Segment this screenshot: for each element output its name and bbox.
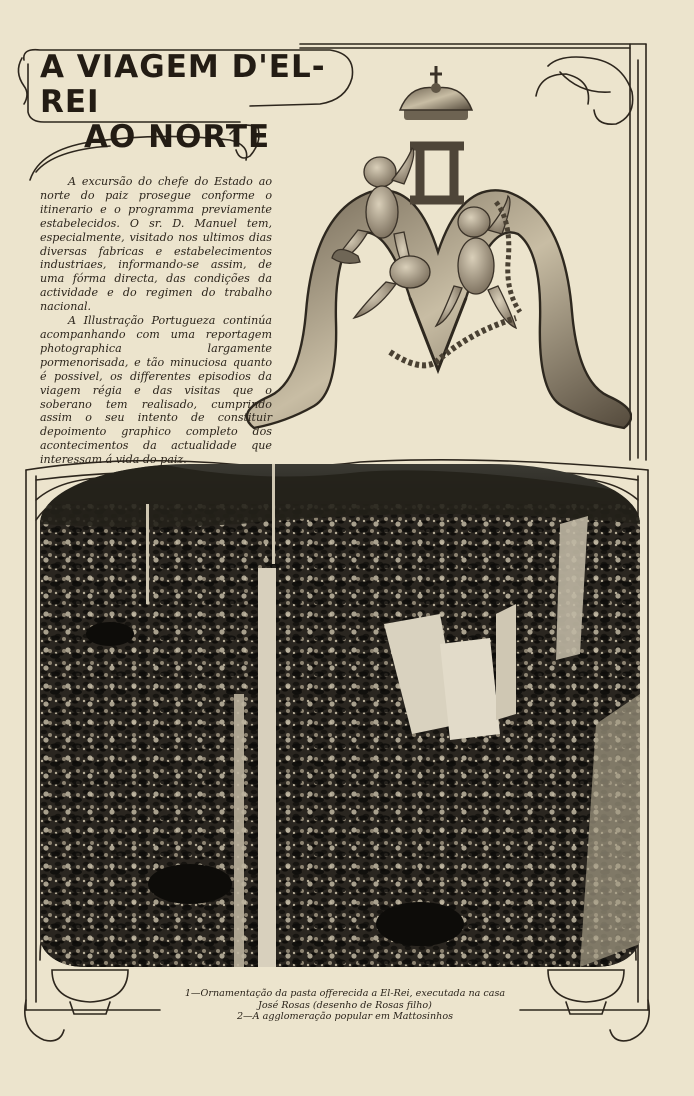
article-text <box>40 175 272 467</box>
monogram-m-icon <box>247 146 631 428</box>
title-line-2: AO NORTE <box>84 119 271 155</box>
article-paragraph: A excursão do chefe do Estado ao norte do paiz prosegue conforme o itinerario e o programma previamente estabelecidos. O sr. D. Manuel tem, especialmente, visitado nos ultimos dias diversas fabricas e estabelecimentos industriaes, informando-se assim, de uma fórma directa, das condições da actividade e do regimen do trabalho nacional. <box>40 175 272 314</box>
article-paragraph: A Illustração Portugueza continúa acompanhando com uma reportagem photographica largamente pormenorisada, e tão minuciosa quanto é possivel, os differentes episodios da viagem régia e das visitas que o soberano tem realisado, cumprindo assim o seu intento de constituir depoimento graphico completo dos acontecimentos da actualidade que interessam á vida do paiz. <box>40 314 272 467</box>
royal-monogram-emblem <box>240 62 632 440</box>
crowd-photograph <box>40 464 640 967</box>
crown-icon <box>400 66 472 120</box>
caption-line: José Rosas (desenho de Rosas filho) <box>258 999 432 1011</box>
title-line-1: A VIAGEM D'EL-REI <box>40 49 326 120</box>
photo-captions <box>130 988 560 1023</box>
caption-line: 2—A agglomeração popular em Mattosinhos <box>236 1011 454 1023</box>
caption-line: 1—Ornamentação da pasta offerecida a El-Rei, executada na casa <box>184 988 506 999</box>
